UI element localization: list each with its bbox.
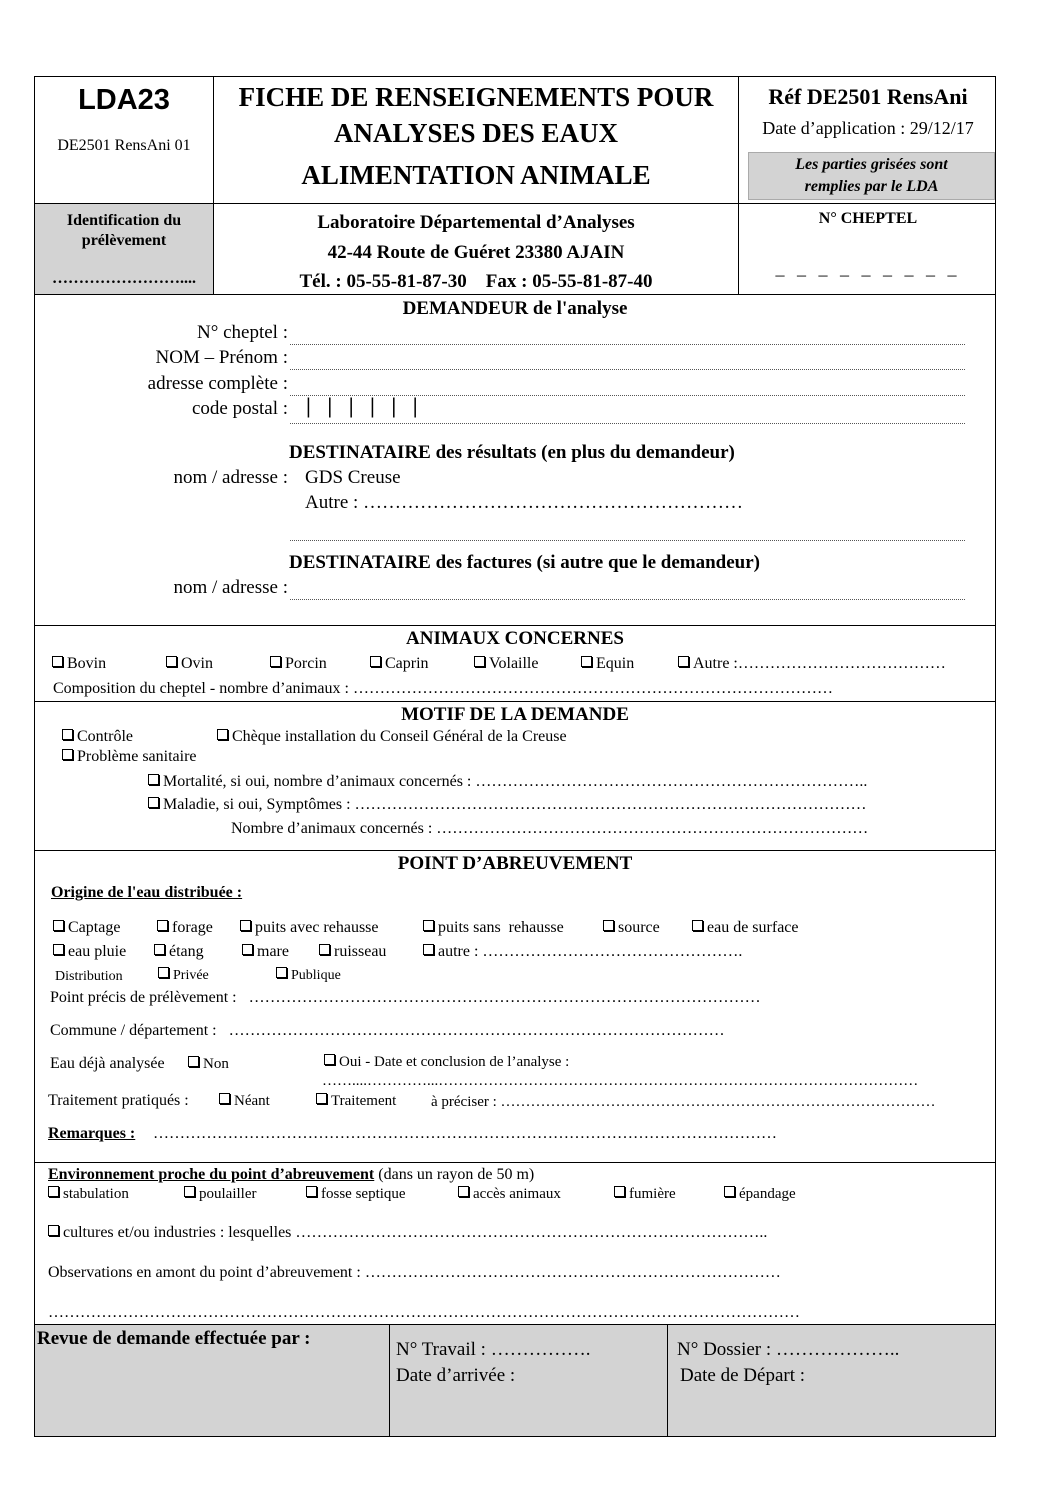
- motif-controle-label: Contrôle: [77, 728, 133, 745]
- dest-resultats-title-rest: des résultats (en plus du demandeur): [430, 442, 735, 463]
- origine-etang-label: étang: [169, 943, 204, 960]
- env-fosse-label: fosse septique: [321, 1186, 406, 1202]
- option-volaille-label: Volaille: [489, 655, 539, 672]
- env-epandage-label: épandage: [739, 1186, 796, 1202]
- origine-autre[interactable]: [423, 943, 742, 961]
- id-label-line2: prélèvement: [81, 232, 167, 249]
- env-epandage[interactable]: [724, 1186, 796, 1203]
- env-poulailler[interactable]: [184, 1186, 256, 1203]
- motif-maladie[interactable]: [148, 796, 867, 814]
- demandeur-cp-underline: [290, 423, 965, 424]
- origine-surface-label: eau de surface: [707, 919, 799, 936]
- env-observations-line[interactable]: ……………………………………………………………………………………………………………………………: [48, 1304, 800, 1321]
- revue-divider-1: [389, 1324, 390, 1437]
- checkbox-icon[interactable]: [240, 920, 251, 931]
- env-fosse[interactable]: [306, 1186, 406, 1203]
- checkbox-icon[interactable]: [48, 1225, 59, 1236]
- option-ovin[interactable]: [166, 655, 213, 673]
- env-poulailler-label: poulailler: [199, 1186, 257, 1202]
- revue-depart: Date de Départ :: [680, 1365, 806, 1386]
- motif-controle[interactable]: [62, 728, 133, 746]
- checkbox-icon[interactable]: [581, 656, 592, 667]
- environnement-title: [48, 1166, 534, 1184]
- revue-dossier: N° Dossier : ………………..: [677, 1339, 900, 1360]
- origine-puits-avec-label: puits avec rehausse: [255, 919, 379, 936]
- traitement-preciser[interactable]: à préciser : ……………………………………………………………………………: [431, 1094, 936, 1110]
- dest-resultats-label: nom / adresse :: [173, 467, 288, 488]
- checkbox-icon[interactable]: [603, 920, 614, 931]
- option-volaille[interactable]: [474, 655, 538, 673]
- checkbox-icon[interactable]: [188, 1056, 199, 1067]
- dest-resultats-value: GDS Creuse: [305, 467, 401, 488]
- title-line2: ANALYSES DES EAUX: [333, 118, 619, 148]
- env-stabulation[interactable]: [48, 1186, 129, 1203]
- demandeur-cheptel-field[interactable]: [290, 344, 965, 345]
- origine-mare[interactable]: [242, 943, 289, 961]
- grey-note-line1: Les parties grisées sont: [795, 156, 948, 173]
- traitement-traitement-label: Traitement: [331, 1093, 397, 1109]
- checkbox-icon[interactable]: [423, 920, 434, 931]
- env-observations[interactable]: Observations en amont du point d’abreuvement : ……………………………………………………………………: [48, 1264, 781, 1281]
- lab-code-sub: DE2501 RensAni 01: [57, 137, 191, 154]
- grey-note-line2: remplies par le LDA: [804, 178, 939, 195]
- checkbox-icon[interactable]: [614, 1186, 625, 1197]
- origine-mare-label: mare: [257, 943, 289, 960]
- dest-resultats-extra-line[interactable]: [290, 540, 965, 541]
- id-label-line1: Identification du: [66, 212, 182, 229]
- motif-cheque-label: Chèque installation du Conseil Général de la Creuse: [232, 728, 567, 745]
- analysee-oui-field[interactable]: ……....…………...……………………………………………………………………………………: [322, 1073, 919, 1089]
- remarques-field[interactable]: ………………………………………………………………………………………………………: [153, 1125, 777, 1142]
- env-acces[interactable]: [458, 1186, 561, 1203]
- checkbox-icon[interactable]: [53, 944, 64, 955]
- traitement-label: Traitement pratiqués :: [48, 1092, 189, 1109]
- checkbox-icon[interactable]: [474, 656, 485, 667]
- origine-forage-label: forage: [172, 919, 213, 936]
- option-equin-label: Equin: [596, 655, 635, 672]
- dest-factures-label: nom / adresse :: [173, 577, 288, 598]
- option-equin[interactable]: [581, 655, 634, 673]
- traitement-neant[interactable]: [219, 1093, 270, 1110]
- env-cultures-label: cultures et/ou industries : lesquelles ……………………………………………………………………………..: [63, 1224, 768, 1241]
- option-porcin-label: Porcin: [285, 655, 327, 672]
- origine-etang[interactable]: [154, 943, 204, 961]
- distribution-label: Distribution: [55, 969, 123, 984]
- demandeur-nom-label: NOM – Prénom :: [155, 347, 288, 368]
- reference: Réf DE2501 RensAni: [768, 84, 968, 109]
- demandeur-adresse-label: adresse complète :: [147, 373, 288, 394]
- checkbox-icon[interactable]: [53, 920, 64, 931]
- checkbox-icon[interactable]: [219, 1093, 230, 1104]
- checkbox-icon[interactable]: [157, 920, 168, 931]
- cheptel-blanks: _ _ _ _ _ _ _ _ _: [775, 258, 961, 278]
- dest-factures-title-rest: des factures (si autre que le demandeur): [430, 552, 760, 573]
- motif-maladie-label: Maladie, si oui, Symptômes : ……………………………………………………………………………………: [163, 796, 867, 813]
- analysee-non-label: Non: [203, 1056, 229, 1072]
- checkbox-icon[interactable]: [48, 1186, 59, 1197]
- motif-mortalite[interactable]: [148, 773, 867, 791]
- demandeur-nom-field[interactable]: [290, 369, 965, 370]
- option-porcin[interactable]: [270, 655, 327, 673]
- distribution-privee[interactable]: [158, 968, 209, 984]
- date-application: Date d’application : 29/12/17: [762, 118, 974, 138]
- motif-separator: [34, 701, 996, 702]
- checkbox-icon[interactable]: [62, 749, 73, 760]
- env-fumiere-label: fumière: [629, 1186, 676, 1202]
- option-bovin-label: Bovin: [67, 655, 107, 672]
- option-caprin[interactable]: [370, 655, 429, 673]
- title-line3: ALIMENTATION ANIMALE: [301, 160, 651, 190]
- option-autre-label: Autre :…………………………………: [693, 655, 946, 672]
- checkbox-icon[interactable]: [148, 797, 159, 808]
- checkbox-icon[interactable]: [52, 656, 63, 667]
- distribution-publique[interactable]: [276, 968, 341, 984]
- checkbox-icon[interactable]: [166, 656, 177, 667]
- revue-label: Revue de demande effectuée par :: [37, 1328, 311, 1349]
- checkbox-icon[interactable]: [158, 967, 169, 978]
- dest-factures-field[interactable]: [290, 599, 965, 600]
- dest-resultats-title: [289, 442, 735, 464]
- checkbox-icon[interactable]: [184, 1186, 195, 1197]
- demandeur-title: DEMANDEUR de l'analyse: [402, 298, 628, 319]
- demandeur-cheptel-label: N° cheptel :: [197, 322, 288, 343]
- lab-code: LDA23: [78, 84, 170, 116]
- checkbox-icon[interactable]: [242, 944, 253, 955]
- origine-source-label: source: [618, 919, 660, 936]
- checkbox-icon[interactable]: [370, 656, 381, 667]
- checkbox-icon[interactable]: [217, 729, 228, 740]
- title-line1: FICHE DE RENSEIGNEMENTS POUR: [238, 82, 714, 112]
- origine-puits-avec[interactable]: [240, 919, 379, 937]
- env-acces-label: accès animaux: [473, 1186, 561, 1202]
- checkbox-icon[interactable]: [276, 967, 287, 978]
- demandeur-cp-label: code postal :: [191, 398, 288, 419]
- option-ovin-label: Ovin: [181, 655, 213, 672]
- origine-puits-sans-label: puits sans rehausse: [438, 919, 564, 936]
- checkbox-icon[interactable]: [458, 1186, 469, 1197]
- revue-travail: N° Travail : …………….: [396, 1339, 591, 1360]
- dest-resultats-title-bold: DESTINATAIRE: [289, 442, 431, 463]
- revue-divider-2: [667, 1324, 668, 1437]
- checkbox-icon[interactable]: [423, 944, 434, 955]
- environnement-separator: [34, 1162, 996, 1163]
- origine-ruisseau-label: ruisseau: [334, 943, 387, 960]
- distribution-privee-label: Privée: [173, 968, 209, 983]
- option-bovin[interactable]: [52, 655, 106, 673]
- point-precis[interactable]: Point précis de prélèvement : ……………………………………………………………………………………: [50, 989, 761, 1006]
- checkbox-icon[interactable]: [692, 920, 703, 931]
- animaux-separator: [34, 625, 996, 626]
- motif-title: MOTIF DE LA DEMANDE: [401, 704, 629, 725]
- distribution-publique-label: Publique: [291, 968, 341, 983]
- dest-factures-title: [289, 552, 760, 574]
- option-caprin-label: Caprin: [385, 655, 429, 672]
- origine-pluie[interactable]: [53, 943, 126, 961]
- checkbox-icon[interactable]: [324, 1054, 335, 1065]
- checkbox-icon[interactable]: [319, 944, 330, 955]
- id-dots: ……………………....: [52, 270, 196, 287]
- checkbox-icon[interactable]: [678, 656, 689, 667]
- demandeur-cp-boxes[interactable]: | | | | | |: [306, 393, 418, 418]
- motif-nombre[interactable]: Nombre d’animaux concernés : ………………………………………………………………………: [231, 820, 869, 837]
- motif-probleme-label: Problème sanitaire: [77, 748, 197, 765]
- analysee-oui-label: Oui - Date et conclusion de l’analyse :: [339, 1054, 570, 1070]
- origine-puits-sans[interactable]: [423, 919, 564, 937]
- lab-phone-fax: Tél. : 05-55-81-87-30 Fax : 05-55-81-87-40: [299, 271, 653, 292]
- motif-mortalite-label: Mortalité, si oui, nombre d’animaux concernés : ………………………………………………………………..: [163, 773, 868, 790]
- revue-arrivee: Date d’arrivée :: [396, 1365, 516, 1386]
- abreuvement-title: POINT D’ABREUVEMENT: [397, 853, 633, 874]
- env-cultures[interactable]: [48, 1224, 767, 1242]
- checkbox-icon[interactable]: [62, 729, 73, 740]
- traitement-neant-label: Néant: [234, 1093, 270, 1109]
- lab-separator: [34, 294, 996, 295]
- environnement-title-main: Environnement proche du point d’abreuvement: [48, 1166, 375, 1183]
- traitement-traitement[interactable]: [316, 1093, 396, 1110]
- origine-captage[interactable]: [53, 919, 120, 937]
- deja-analysee-label: Eau déjà analysée: [50, 1055, 165, 1072]
- motif-cheque[interactable]: [217, 728, 567, 746]
- option-autre[interactable]: [678, 655, 946, 673]
- remarques-label: Remarques :: [48, 1125, 136, 1142]
- environnement-title-rest: (dans un rayon de 50 m): [374, 1166, 535, 1183]
- checkbox-icon[interactable]: [154, 944, 165, 955]
- env-stabulation-label: stabulation: [63, 1186, 129, 1202]
- abreuvement-separator: [34, 850, 996, 851]
- analysee-non[interactable]: [188, 1056, 229, 1073]
- checkbox-icon[interactable]: [148, 774, 159, 785]
- analysee-oui[interactable]: [324, 1054, 569, 1071]
- origine-pluie-label: eau pluie: [68, 943, 127, 960]
- origine-source[interactable]: [603, 919, 660, 937]
- dest-resultats-autre[interactable]: Autre : ……………………………………………………: [305, 492, 744, 513]
- revue-separator: [34, 1324, 996, 1325]
- origine-forage[interactable]: [157, 919, 213, 937]
- origine-autre-label: autre : ………………………………………….: [438, 943, 743, 960]
- animaux-title: ANIMAUX CONCERNES: [406, 628, 624, 649]
- lab-address: 42-44 Route de Guéret 23380 AJAIN: [327, 242, 625, 263]
- checkbox-icon[interactable]: [306, 1186, 317, 1197]
- commune-departement[interactable]: Commune / département : …………………………………………………………………………………: [50, 1022, 725, 1039]
- checkbox-icon[interactable]: [270, 656, 281, 667]
- env-fumiere[interactable]: [614, 1186, 676, 1203]
- dest-factures-title-bold: DESTINATAIRE: [289, 552, 431, 573]
- checkbox-icon[interactable]: [724, 1186, 735, 1197]
- header-divider-right: [738, 76, 739, 294]
- origine-surface[interactable]: [692, 919, 799, 937]
- origine-ruisseau[interactable]: [319, 943, 386, 961]
- checkbox-icon[interactable]: [316, 1093, 327, 1104]
- cheptel-label: N° CHEPTEL: [818, 210, 918, 227]
- motif-probleme[interactable]: [62, 748, 197, 766]
- lab-name: Laboratoire Départemental d’Analyses: [317, 212, 635, 233]
- origine-captage-label: Captage: [68, 919, 121, 936]
- origine-label: Origine de l'eau distribuée :: [51, 884, 243, 901]
- composition-cheptel[interactable]: Composition du cheptel - nombre d’animaux : ………………………………………………………………………………: [53, 680, 833, 697]
